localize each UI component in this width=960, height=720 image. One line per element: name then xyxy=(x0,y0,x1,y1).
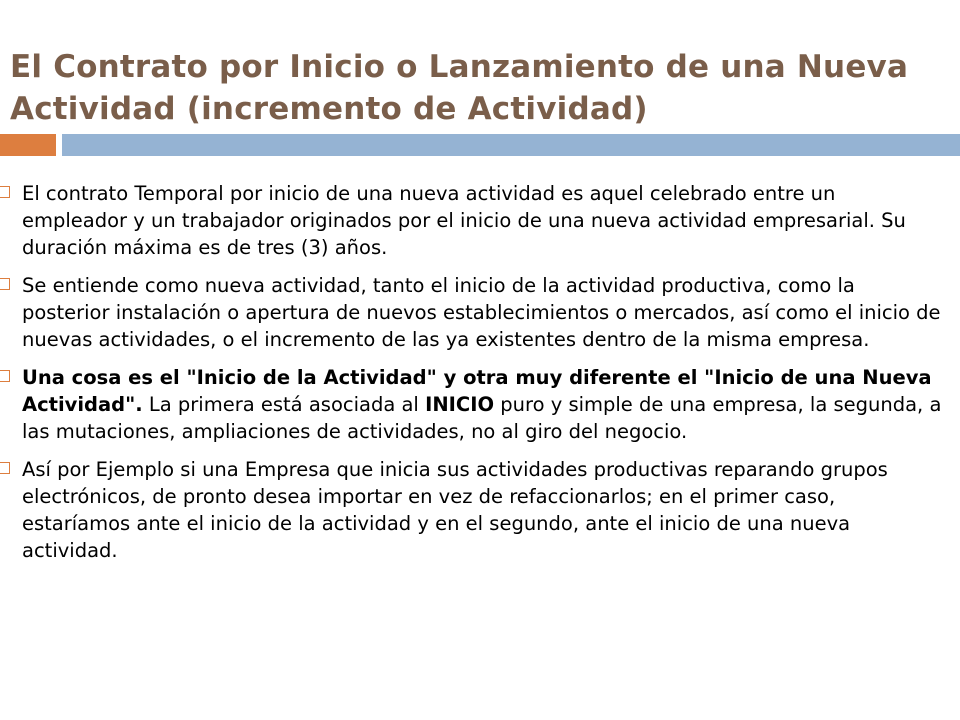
paragraph-3 xyxy=(20,364,944,445)
square-bullet-icon xyxy=(0,370,10,382)
paragraph-2 xyxy=(20,272,944,353)
paragraph-3-text-b: puro y simple de una empresa, la segunda, a las mutaciones, ampliaciones de actividades, no al giro del negocio. xyxy=(22,393,942,443)
paragraph-3-text-a: La primera está asociada al xyxy=(142,393,426,416)
paragraph-1-text: El contrato Temporal por inicio de una nueva actividad es aquel celebrado entre un empleador y un trabajador originados por el inicio de una nueva actividad empresarial. Su duración máxima es de tres (3) años. xyxy=(22,182,906,259)
slide-body xyxy=(20,180,944,575)
paragraph-4-text: Así por Ejemplo si una Empresa que inicia sus actividades productivas reparando grupos electrónicos, de pronto desea importar en vez de refaccionarlos; en el primer caso, estaríamos ante el inicio de la actividad y en el segundo, ante el inicio de una nueva actividad. xyxy=(22,458,888,562)
slide-title: El Contrato por Inicio o Lanzamiento de una Nueva Actividad (incremento de Actividad) xyxy=(10,49,909,127)
title-accent-blue-bar xyxy=(62,134,960,156)
paragraph-3-bold-lead: Una cosa es el "Inicio de la Actividad" y otra muy diferente el "Inicio de una Nueva Actividad". xyxy=(22,366,932,416)
paragraph-3-bold-word: INICIO xyxy=(425,393,495,416)
square-bullet-icon xyxy=(0,278,10,290)
square-bullet-icon xyxy=(0,186,10,198)
title-accent-orange-bar xyxy=(0,134,56,156)
paragraph-4 xyxy=(20,456,944,564)
square-bullet-icon xyxy=(0,462,10,474)
paragraph-1 xyxy=(20,180,944,261)
paragraph-2-text: Se entiende como nueva actividad, tanto el inicio de la actividad productiva, como la posterior instalación o apertura de nuevos establecimientos o mercados, así como el inicio de nuevas actividades, o el incremento de las ya existentes dentro de la misma empresa. xyxy=(22,274,941,351)
